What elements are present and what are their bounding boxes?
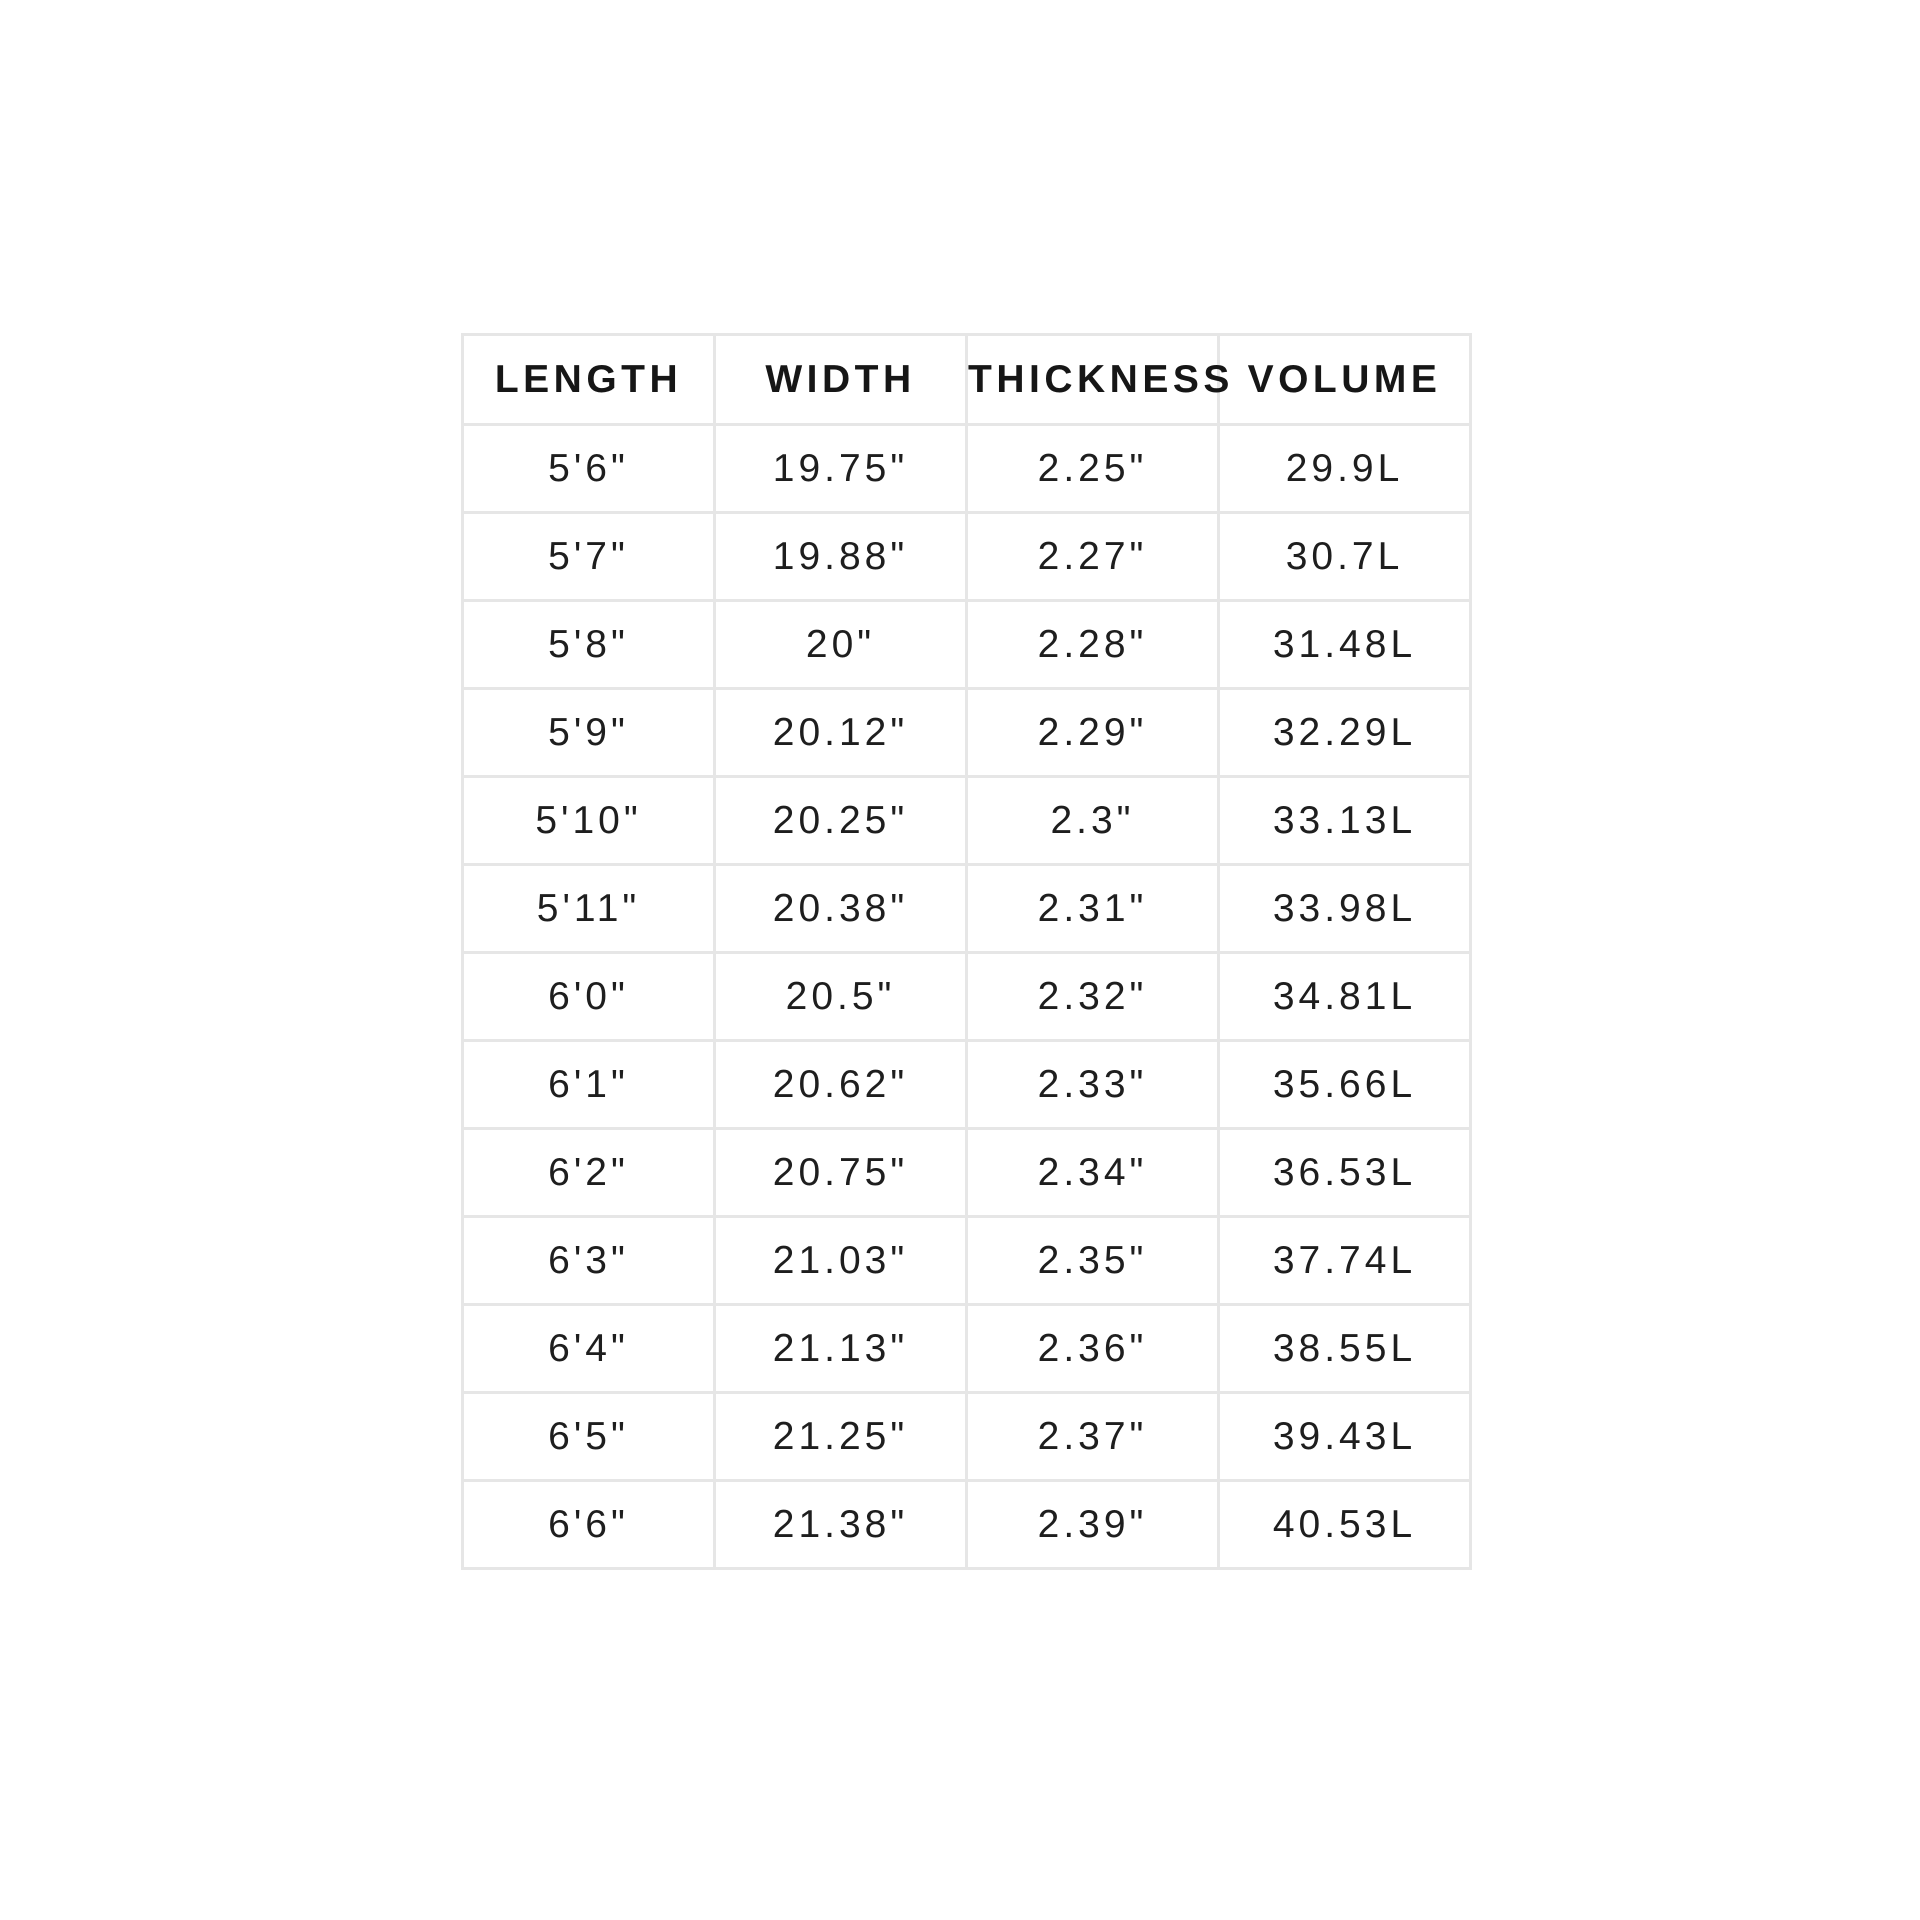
cell-width: 21.03" — [715, 1217, 967, 1305]
cell-volume: 31.48L — [1219, 601, 1471, 689]
cell-thickness: 2.36" — [967, 1305, 1219, 1393]
cell-width: 21.25" — [715, 1393, 967, 1481]
cell-width: 20.12" — [715, 689, 967, 777]
cell-thickness: 2.34" — [967, 1129, 1219, 1217]
header-thickness: THICKNESS — [967, 335, 1219, 425]
cell-length: 6'3" — [463, 1217, 715, 1305]
cell-volume: 30.7L — [1219, 513, 1471, 601]
cell-length: 5'11" — [463, 865, 715, 953]
table-row — [463, 953, 1471, 1041]
cell-width: 20.25" — [715, 777, 967, 865]
cell-thickness: 2.28" — [967, 601, 1219, 689]
cell-thickness: 2.32" — [967, 953, 1219, 1041]
cell-width: 20" — [715, 601, 967, 689]
cell-width: 20.75" — [715, 1129, 967, 1217]
cell-width: 21.13" — [715, 1305, 967, 1393]
cell-width: 20.5" — [715, 953, 967, 1041]
cell-volume: 29.9L — [1219, 425, 1471, 513]
cell-length: 6'5" — [463, 1393, 715, 1481]
table-row — [463, 1481, 1471, 1569]
table-row — [463, 1393, 1471, 1481]
cell-width: 19.88" — [715, 513, 967, 601]
table-row — [463, 1217, 1471, 1305]
cell-thickness: 2.37" — [967, 1393, 1219, 1481]
cell-length: 5'8" — [463, 601, 715, 689]
cell-width: 20.38" — [715, 865, 967, 953]
table-row — [463, 513, 1471, 601]
cell-volume: 34.81L — [1219, 953, 1471, 1041]
table-row — [463, 865, 1471, 953]
cell-thickness: 2.39" — [967, 1481, 1219, 1569]
cell-volume: 39.43L — [1219, 1393, 1471, 1481]
cell-thickness: 2.35" — [967, 1217, 1219, 1305]
table-body — [463, 425, 1471, 1569]
cell-length: 5'6" — [463, 425, 715, 513]
cell-thickness: 2.25" — [967, 425, 1219, 513]
header-width: WIDTH — [715, 335, 967, 425]
header-row — [463, 335, 1471, 425]
cell-thickness: 2.3" — [967, 777, 1219, 865]
table-row — [463, 689, 1471, 777]
table-row — [463, 777, 1471, 865]
cell-length: 5'7" — [463, 513, 715, 601]
table-header — [463, 335, 1471, 425]
cell-thickness: 2.33" — [967, 1041, 1219, 1129]
size-spec-table — [461, 333, 1472, 1570]
cell-width: 21.38" — [715, 1481, 967, 1569]
cell-length: 5'9" — [463, 689, 715, 777]
table-row — [463, 1041, 1471, 1129]
cell-thickness: 2.31" — [967, 865, 1219, 953]
cell-volume: 33.13L — [1219, 777, 1471, 865]
cell-length: 6'6" — [463, 1481, 715, 1569]
table-row — [463, 1129, 1471, 1217]
cell-length: 6'1" — [463, 1041, 715, 1129]
cell-length: 6'4" — [463, 1305, 715, 1393]
cell-length: 6'0" — [463, 953, 715, 1041]
cell-volume: 40.53L — [1219, 1481, 1471, 1569]
cell-volume: 37.74L — [1219, 1217, 1471, 1305]
cell-length: 6'2" — [463, 1129, 715, 1217]
table-row — [463, 1305, 1471, 1393]
cell-thickness: 2.29" — [967, 689, 1219, 777]
cell-volume: 36.53L — [1219, 1129, 1471, 1217]
cell-volume: 32.29L — [1219, 689, 1471, 777]
cell-length: 5'10" — [463, 777, 715, 865]
cell-width: 19.75" — [715, 425, 967, 513]
header-volume: VOLUME — [1219, 335, 1471, 425]
cell-volume: 38.55L — [1219, 1305, 1471, 1393]
cell-volume: 35.66L — [1219, 1041, 1471, 1129]
cell-width: 20.62" — [715, 1041, 967, 1129]
cell-volume: 33.98L — [1219, 865, 1471, 953]
header-length: LENGTH — [463, 335, 715, 425]
table-row — [463, 601, 1471, 689]
table-row — [463, 425, 1471, 513]
cell-thickness: 2.27" — [967, 513, 1219, 601]
